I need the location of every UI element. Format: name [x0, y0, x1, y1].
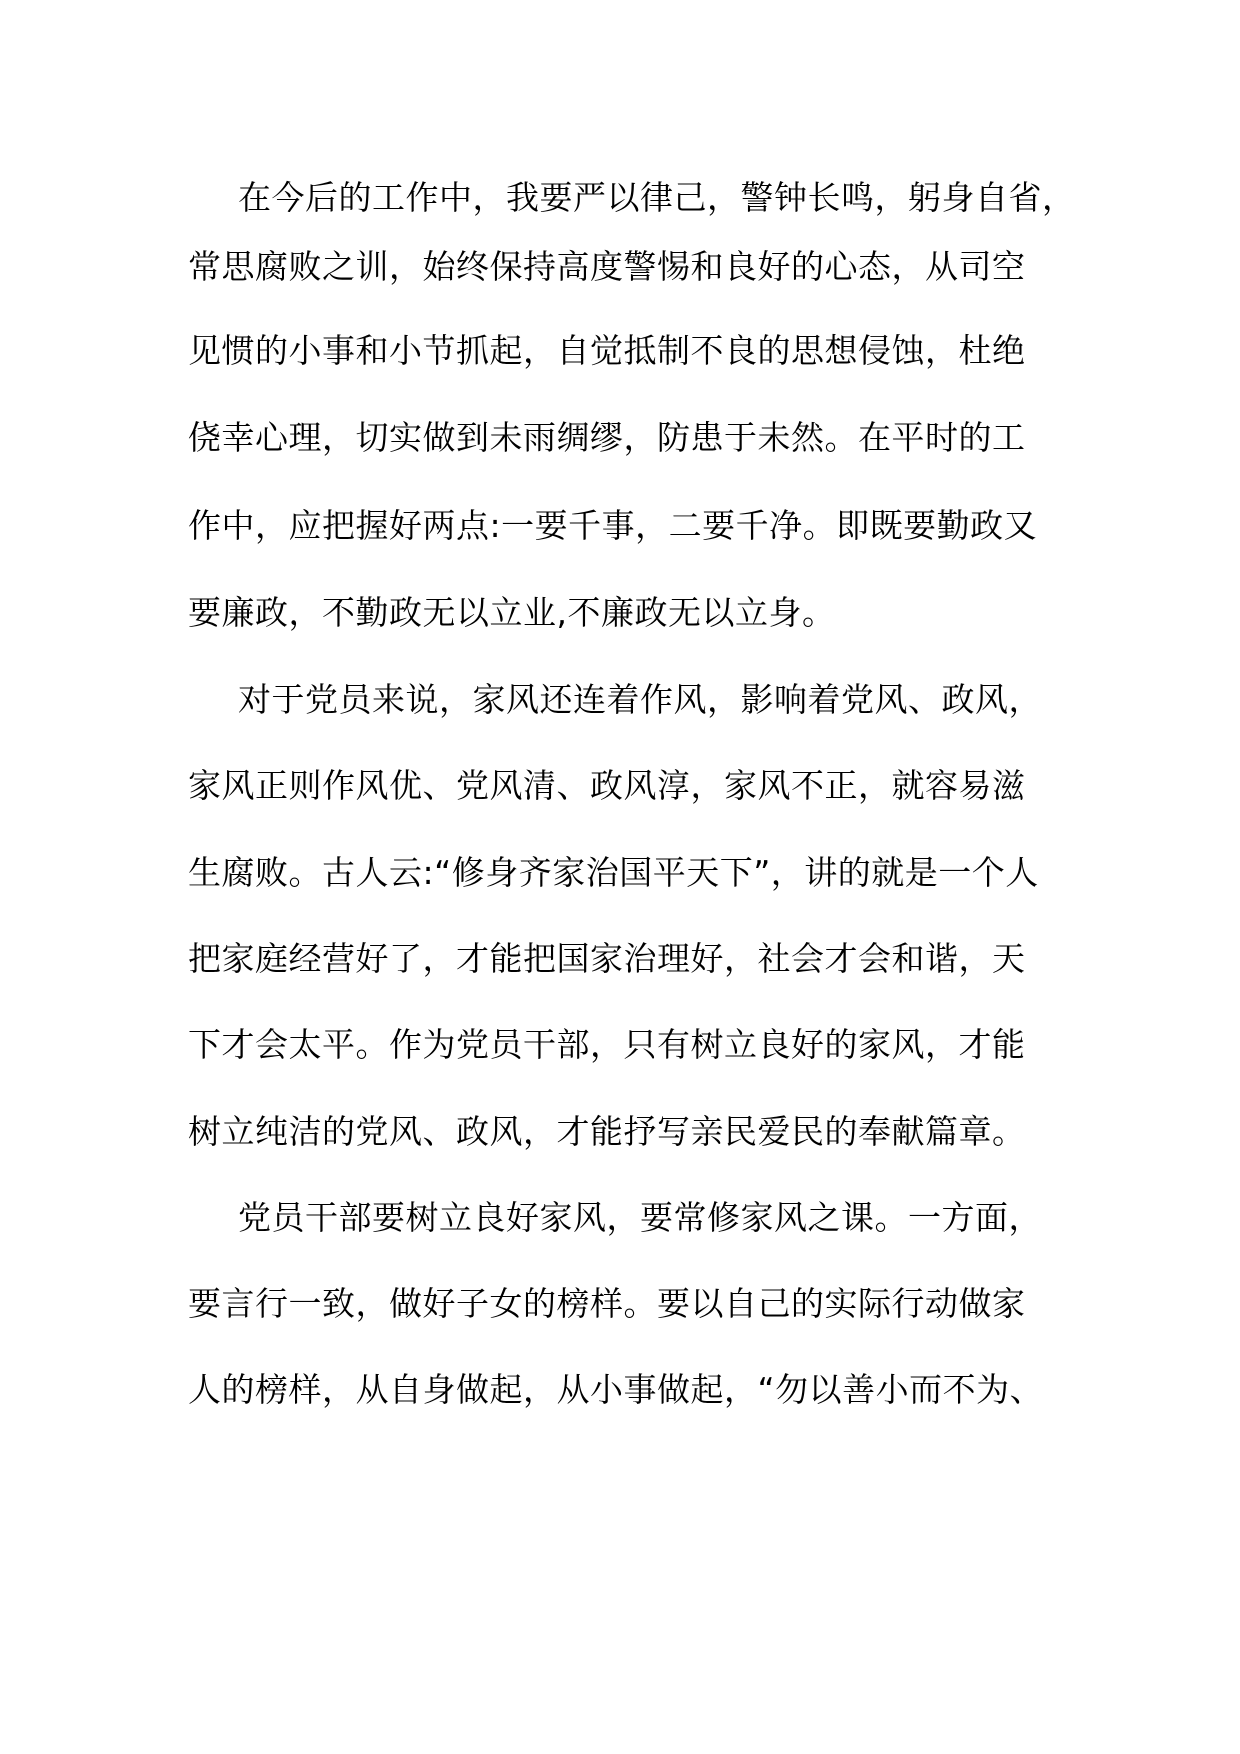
text-line: 把家庭经营好了，才能把国家治理好，社会才会和谐，天: [188, 939, 1026, 978]
text-line: 在今后的工作中，我要严以律己，警钟长鸣，躬身自省，: [238, 178, 1076, 217]
text-line: 生腐败。古人云:“修身齐家治国平天下”，讲的就是一个人: [188, 853, 1039, 892]
text-line: 党员干部要树立良好家风，要常修家风之课。一方面，: [238, 1198, 1042, 1237]
text-line: 侥幸心理，切实做到未雨绸缪，防患于未然。在平时的工: [188, 418, 1026, 457]
text-line: 人的榜样，从自身做起，从小事做起，“勿以善小而不为、: [188, 1370, 1044, 1409]
text-line: 作中，应把握好两点:一要千事，二要千净。即既要勤政又: [188, 506, 1038, 545]
text-line: 下才会太平。作为党员干部，只有树立良好的家风，才能: [188, 1025, 1026, 1064]
text-line: 要言行一致，做好子女的榜样。要以自己的实际行动做家: [188, 1284, 1026, 1323]
text-line: 对于党员来说，家风还连着作风，影响着党风、政风，: [238, 680, 1042, 719]
text-line: 家风正则作风优、党风清、政风淳，家风不正，就容易滋: [188, 766, 1026, 805]
text-line: 见惯的小事和小节抓起，自觉抵制不良的思想侵蚀，杜绝: [188, 331, 1026, 370]
text-line: 要廉政，不勤政无以立业,不廉政无以立身。: [188, 593, 836, 632]
text-line: 树立纯洁的党风、政风，才能抒写亲民爱民的奉献篇章。: [188, 1112, 1026, 1151]
text-line: 常思腐败之训，始终保持高度警惕和良好的心态，从司空: [188, 247, 1026, 286]
